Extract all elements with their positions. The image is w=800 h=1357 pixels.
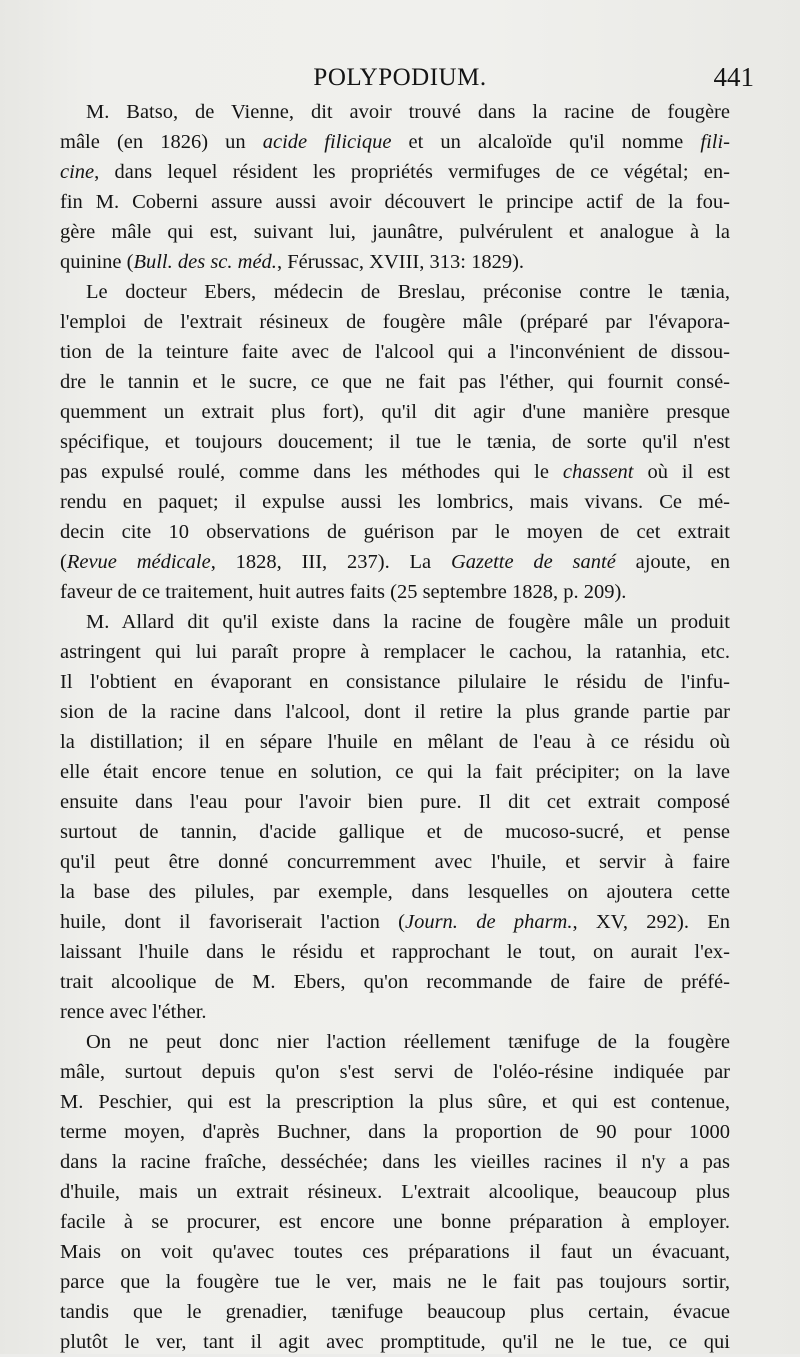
italic-text: Revue médicale bbox=[66, 551, 211, 573]
text-line: dans la racine fraîche, desséchée; dans les vieilles racines il n'y a pas bbox=[60, 1151, 730, 1173]
text-line: gère mâle qui est, suivant lui, jaunâtre, pulvérulent et analogue à la bbox=[60, 221, 730, 243]
text-line: qu'il peut être donné concurremment avec l'huile, et servir à faire bbox=[60, 851, 730, 873]
text-line: faveur de ce traitement, huit autres faits (25 septembre 1828, p. 209). bbox=[60, 581, 627, 603]
text-line: l'emploi de l'extrait résineux de fougère mâle (préparé par l'évapora- bbox=[60, 311, 730, 333]
text-segment: , 1828, III, 237). La bbox=[210, 551, 451, 573]
text-line: ensuite dans l'eau pour l'avoir bien pure. Il dit cet extrait composé bbox=[60, 791, 730, 813]
text-line: decin cite 10 observations de guérison par le moyen de cet extrait bbox=[60, 521, 730, 543]
text-line: facile à se procurer, est encore une bonne préparation à employer. bbox=[60, 1211, 730, 1233]
text-line: Il l'obtient en évaporant en consistance pilulaire le résidu de l'infu- bbox=[60, 671, 730, 693]
text-segment: pas expulsé roulé, comme dans les méthodes qui le bbox=[60, 461, 563, 483]
text-line: M. Batso, de Vienne, dit avoir trouvé dans la racine de fougère bbox=[86, 101, 730, 123]
text-line: la distillation; il en sépare l'huile en mêlant de l'eau à ce résidu où bbox=[60, 731, 730, 753]
text-line: On ne peut donc nier l'action réellement tænifuge de la fougère bbox=[86, 1031, 730, 1053]
text-segment: et un alcaloïde qu'il nomme bbox=[391, 131, 701, 153]
running-title: POLYPODIUM. bbox=[313, 64, 487, 91]
text-line: M. Allard dit qu'il existe dans la racine de fougère mâle un produit bbox=[86, 611, 730, 633]
italic-text: cine bbox=[60, 161, 95, 183]
text-line: rendu en paquet; il expulse aussi les lombrics, mais vivans. Ce mé- bbox=[60, 491, 730, 513]
text-segment: mâle (en 1826) un bbox=[60, 131, 263, 153]
text-line: d'huile, mais un extrait résineux. L'extrait alcoolique, beaucoup plus bbox=[60, 1181, 730, 1203]
text-line: mâle, surtout depuis qu'on s'est servi de l'oléo-résine indiquée par bbox=[60, 1061, 730, 1083]
text-segment: où il est bbox=[633, 461, 730, 483]
text-line bbox=[60, 157, 730, 187]
text-line: parce que la fougère tue le ver, mais ne le fait pas toujours sortir, bbox=[60, 1271, 730, 1293]
italic-text: chassent bbox=[562, 461, 634, 483]
text-line bbox=[60, 547, 730, 577]
text-line: surtout de tannin, d'acide gallique et de mucoso-sucré, et pense bbox=[60, 821, 730, 843]
italic-text: Bull. des sc. méd. bbox=[133, 251, 277, 273]
text-line: quemment un extrait plus fort), qu'il dit agir d'une manière presque bbox=[60, 401, 730, 423]
text-line: tion de la teinture faite avec de l'alcool qui a l'inconvénient de dissou- bbox=[60, 341, 730, 363]
text-line bbox=[60, 457, 730, 487]
text-line: astringent qui lui paraît propre à remplacer le cachou, la ratanhia, etc. bbox=[60, 641, 730, 663]
text-line: plutôt le ver, tant il agit avec promptitude, qu'il ne le tue, ce qui bbox=[60, 1331, 730, 1353]
text-segment: ajoute, en bbox=[615, 551, 730, 573]
text-line bbox=[60, 247, 703, 277]
text-line: terme moyen, d'après Buchner, dans la proportion de 90 pour 1000 bbox=[60, 1121, 730, 1143]
italic-text: Gazette de santé bbox=[450, 551, 616, 573]
text-line: sion de la racine dans l'alcool, dont il retire la plus grande partie par bbox=[60, 701, 730, 723]
text-segment: , XV, 292). En bbox=[572, 911, 730, 933]
text-line: fin M. Coberni assure aussi avoir découvert le principe actif de la fou- bbox=[60, 191, 730, 213]
text-line: tandis que le grenadier, tænifuge beaucoup plus certain, évacue bbox=[60, 1301, 730, 1323]
page-number: 441 bbox=[713, 62, 754, 92]
page-header bbox=[60, 62, 754, 98]
text-line: Le docteur Ebers, médecin de Breslau, préconise contre le tænia, bbox=[86, 281, 730, 303]
text-line: laissant l'huile dans le résidu et rapprochant le tout, on aurait l'ex- bbox=[60, 941, 730, 963]
text-line: elle était encore tenue en solution, ce qui la fait précipiter; on la lave bbox=[60, 761, 730, 783]
text-line: rence avec l'éther. bbox=[60, 1001, 207, 1023]
text-segment: huile, dont il favoriserait l'action ( bbox=[60, 911, 405, 933]
text-segment: quinine ( bbox=[60, 251, 134, 273]
italic-text: acide filicique bbox=[262, 131, 392, 153]
text-line: Mais on voit qu'avec toutes ces préparations il faut un évacuant, bbox=[60, 1241, 730, 1263]
italic-text: fili- bbox=[700, 131, 730, 153]
body-text bbox=[60, 97, 730, 1357]
text-line: spécifique, et toujours doucement; il tue le tænia, de sorte qu'il n'est bbox=[60, 431, 730, 453]
text-line: dre le tannin et le sucre, ce que ne fait pas l'éther, qui fournit consé- bbox=[60, 371, 730, 393]
text-line: la base des pilules, par exemple, dans lesquelles on ajoutera cette bbox=[60, 881, 730, 903]
text-line: M. Peschier, qui est la prescription la plus sûre, et qui est contenue, bbox=[60, 1091, 730, 1113]
text-segment: , Férussac, XVIII, 313: 1829). bbox=[276, 251, 525, 273]
text-line: trait alcoolique de M. Ebers, qu'on recommande de faire de préfé- bbox=[60, 971, 730, 993]
text-line bbox=[60, 127, 730, 157]
text-segment: ( bbox=[60, 551, 67, 573]
text-segment: , dans lequel résident les propriétés vermifuges de ce végétal; en- bbox=[94, 161, 730, 183]
text-line bbox=[60, 907, 730, 937]
italic-text: Journ. de pharm. bbox=[404, 911, 573, 933]
